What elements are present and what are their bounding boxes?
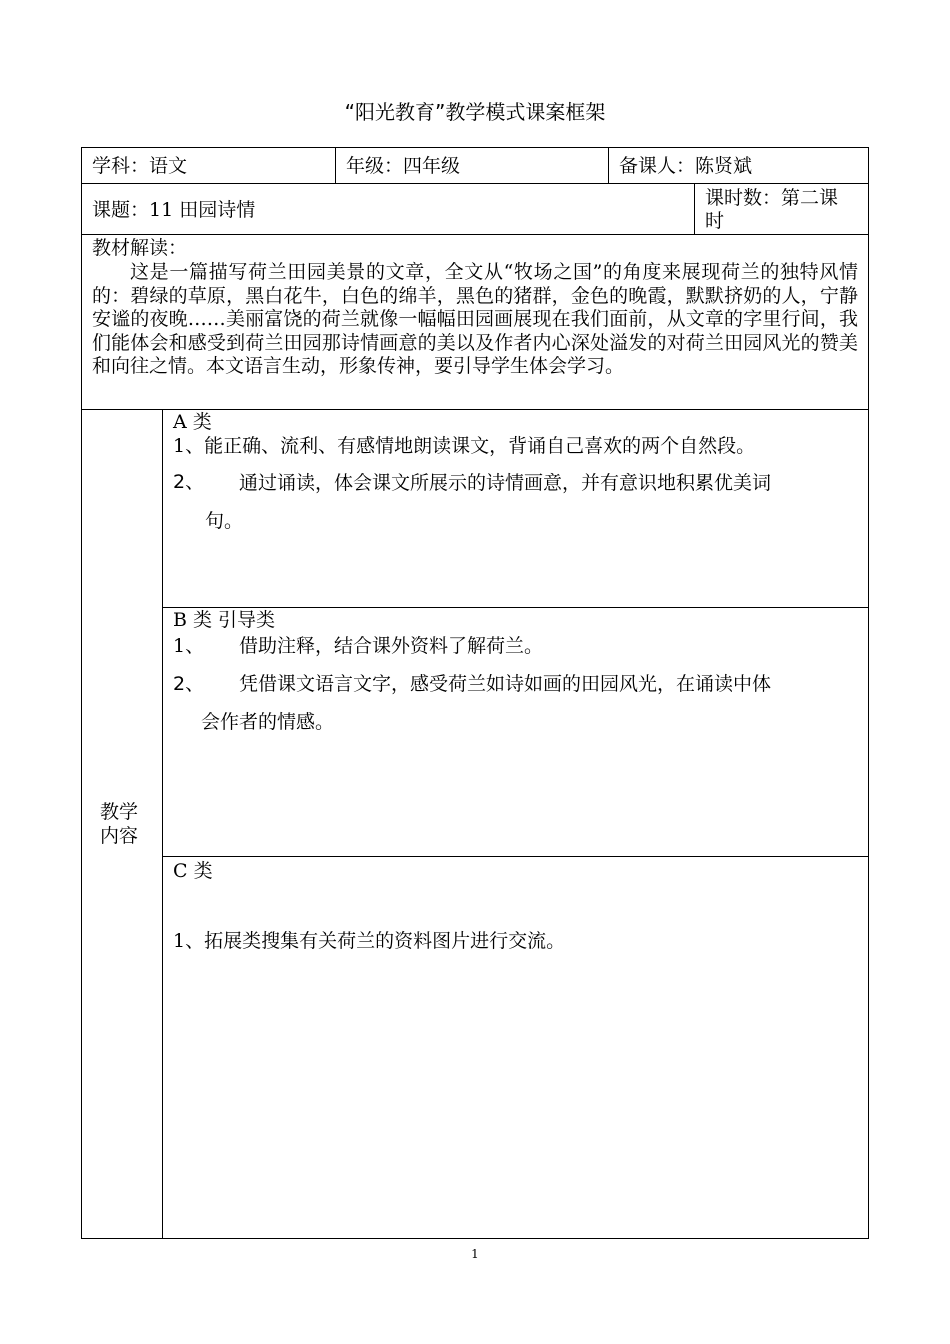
content-label-line1: 教学	[100, 801, 139, 823]
section-a-item-2-line2: 句。	[205, 510, 244, 532]
section-c-heading: C 类	[173, 860, 213, 882]
grade-label: 年级：四年级	[346, 155, 461, 177]
document-title: “阳光教育”教学模式课案框架	[344, 100, 606, 124]
periods-cell	[694, 183, 869, 235]
periods-label-line2: 时	[705, 210, 725, 232]
preparer-label: 备课人：陈贤斌	[619, 155, 753, 177]
material-cell	[81, 234, 869, 410]
subject-cell	[81, 147, 336, 184]
section-a-item-1: 1、能正确、流利、有感情地朗读课文，背诵自己喜欢的两个自然段。	[173, 435, 756, 457]
section-b-item-1: 借助注释，结合课外资料了解荷兰。	[239, 635, 544, 657]
preparer-cell	[608, 147, 869, 184]
section-b-item-2-number: 2、	[173, 673, 205, 695]
content-label-line2: 内容	[100, 825, 139, 847]
content-label-cell	[81, 409, 163, 1239]
section-b-heading: B 类 引导类	[173, 609, 276, 631]
material-heading: 教材解读：	[92, 237, 188, 259]
material-body: 这是一篇描写荷兰田园美景的文章，全文从“牧场之国”的角度来展现荷兰的独特风情的：碧绿的草原，黑白花牛，白色的绵羊，黑色的猪群，金色的晚霞，默默挤奶的人，宁静安谧的夜晚……美丽富饶的荷兰就像一幅幅田园画展现在我们面前，从文章的字里行间，我们能体会和感受到荷兰田园那诗情画意的美以及作者内心深处溢发的对荷兰田园风光的赞美和向往之情。本文语言生动，形象传神，要引导学生体会学习。	[92, 261, 858, 377]
section-c-item-1: 1、拓展类搜集有关荷兰的资料图片进行交流。	[173, 930, 566, 952]
topic-cell	[81, 183, 695, 235]
topic-label: 课题：11 田园诗情	[92, 199, 256, 221]
section-b-item-1-number: 1、	[173, 635, 205, 657]
section-b-cell	[162, 607, 869, 857]
section-a-item-2-number: 2、	[173, 471, 205, 493]
periods-label-line1: 课时数：第二课	[705, 187, 839, 209]
page-number: 1	[471, 1247, 479, 1261]
section-a-item-2-line1: 通过诵读，体会课文所展示的诗情画意，并有意识地积累优美词	[239, 472, 772, 494]
subject-label: 学科：语文	[92, 155, 188, 177]
section-a-cell	[162, 409, 869, 608]
grade-cell	[335, 147, 609, 184]
section-c-cell	[162, 856, 869, 1239]
section-a-heading: A 类	[173, 411, 212, 433]
section-b-item-2-line1: 凭借课文语言文字，感受荷兰如诗如画的田园风光，在诵读中体	[239, 673, 772, 695]
section-b-item-2-line2: 会作者的情感。	[201, 711, 335, 733]
